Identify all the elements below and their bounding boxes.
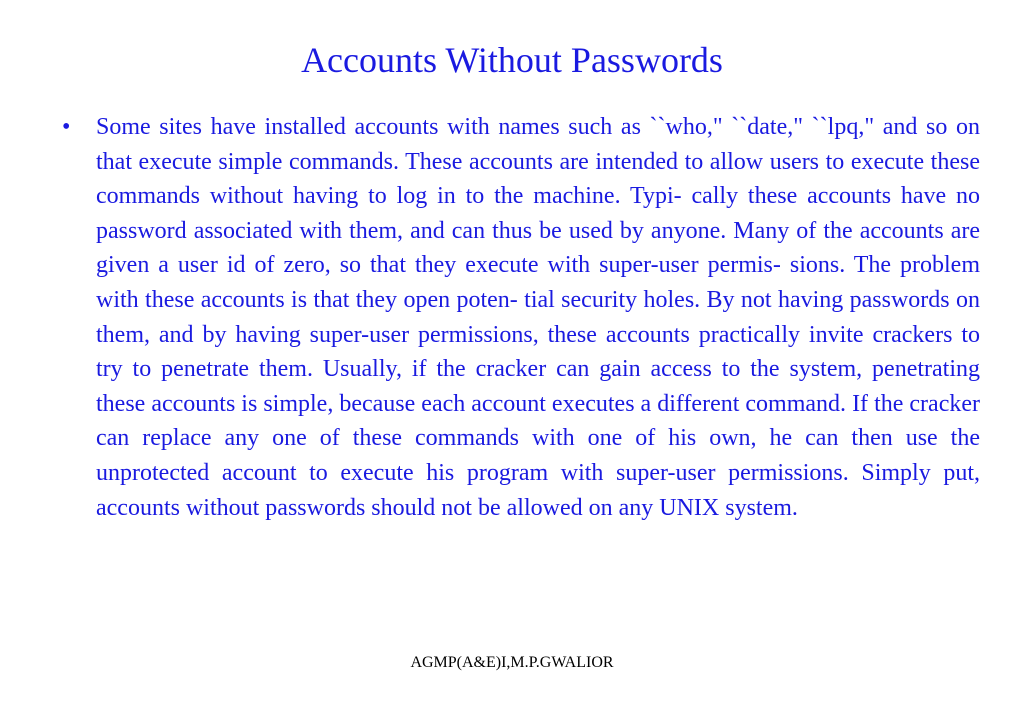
- bullet-list-item: [62, 110, 980, 525]
- bullet-icon: •: [62, 114, 71, 140]
- slide-title: Accounts Without Passwords: [301, 40, 723, 80]
- bullet-paragraph: Some sites have installed accounts with names such as ``who," ``date," ``lpq," and so on that execute simple commands. These accounts are intended to allow users to execute these commands without having to log in to the machine. Typi- cally these accounts have no password associated with them, and can thus be used by anyone. Many of the accounts are given a user id of zero, so that they execute with super-user permis- sions. The problem with these accounts is that they open poten- tial security holes. By not having passwords on them, and by having super-user permissions, these accounts practically invite crackers to try to penetrate them. Usually, if the cracker can gain access to the system, penetrating these accounts is simple, because each account executes a different command. If the cracker can replace any one of these commands with one of his own, he can then use the unprotected account to execute his program with super-user permissions. Simply put, accounts without passwords should not be allowed on any UNIX system.: [96, 114, 980, 521]
- slide-footer: AGMP(A&E)I,M.P.GWALIOR: [410, 654, 614, 671]
